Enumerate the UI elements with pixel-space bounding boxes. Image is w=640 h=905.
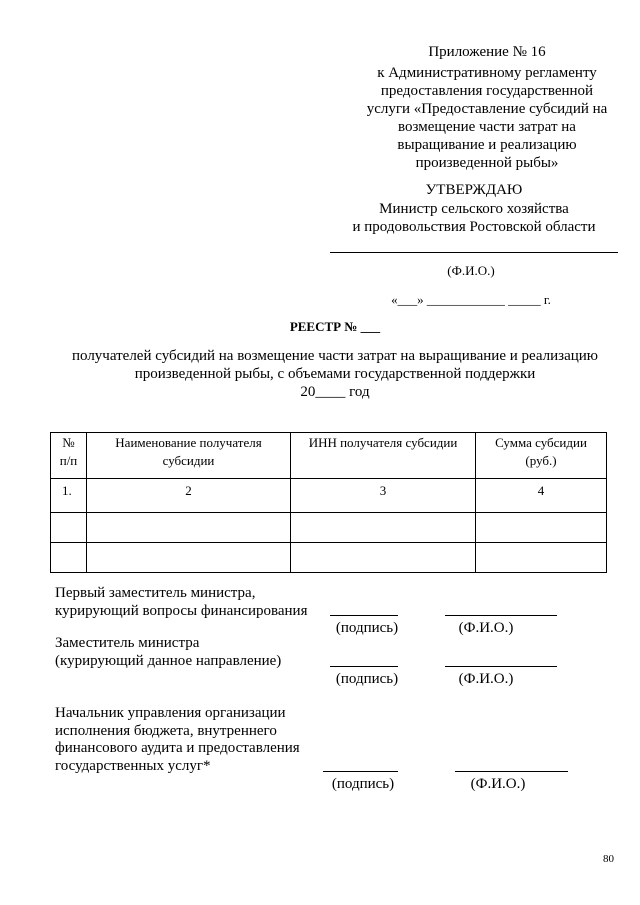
- appendix-number: Приложение № 16: [428, 44, 546, 60]
- table-cell: [476, 543, 607, 573]
- approval-heading: УТВЕРЖДАЮ: [425, 182, 523, 198]
- signature-rule: [330, 666, 398, 667]
- approval-name-caption: (Ф.И.О.): [447, 263, 495, 278]
- table-row: [51, 543, 607, 573]
- table-row: [51, 513, 607, 543]
- approval-official: [334, 200, 614, 236]
- name-rule: [445, 666, 557, 667]
- signatory-line: (курирующий данное направление): [55, 652, 282, 669]
- appendix-header: [357, 43, 617, 172]
- header-text: Наименование получателя: [115, 435, 262, 450]
- table-cell: [291, 513, 476, 543]
- table-row: [51, 479, 607, 513]
- header-cell-inn: [291, 433, 476, 479]
- registry-title: РЕЕСТР № ___: [289, 319, 381, 334]
- header-text: п/п: [59, 453, 78, 468]
- header-text: субсидии: [162, 453, 215, 468]
- appendix-line: к Административному регламенту: [377, 65, 597, 81]
- signature-caption: (подпись): [331, 776, 395, 792]
- signature-caption: (подпись): [335, 671, 399, 687]
- approval-line: Министр сельского хозяйства: [379, 201, 569, 217]
- signatory-line: Первый заместитель министра,: [55, 585, 256, 601]
- appendix-line: предоставления государственной: [380, 83, 594, 99]
- table-cell: 2: [87, 479, 291, 513]
- signature-caption: (подпись): [335, 620, 399, 636]
- appendix-line: возмещение части затрат на: [398, 119, 576, 135]
- signatory-department-head: [55, 705, 300, 775]
- appendix-line: выращивание и реализацию: [397, 137, 577, 153]
- name-caption: (Ф.И.О.): [458, 620, 514, 636]
- table-cell: [476, 513, 607, 543]
- page-number: 80: [603, 853, 614, 865]
- signatory-line: Начальник управления организации: [55, 705, 286, 721]
- signatory-line: государственных услуг*: [55, 757, 211, 774]
- registry-table: [50, 432, 607, 573]
- table-cell: [291, 543, 476, 573]
- registry-subtitle-line: получателей субсидий на возмещение части затрат на выращивание и реализацию: [71, 348, 599, 364]
- signatory-line: исполнения бюджета, внутреннего: [55, 722, 277, 739]
- header-text: №: [62, 435, 75, 450]
- name-caption: (Ф.И.О.): [458, 671, 514, 687]
- header-text: (руб.): [525, 453, 557, 468]
- header-cell-amount: [476, 433, 607, 479]
- header-cell-number: [51, 433, 87, 479]
- header-cell-recipient: [87, 433, 291, 479]
- signature-rule: [323, 771, 398, 772]
- approval-line: и продовольствия Ростовской области: [352, 219, 596, 235]
- signatory-first-deputy: [55, 585, 307, 620]
- table-cell: [51, 543, 87, 573]
- signatory-line: Заместитель министра: [55, 635, 200, 651]
- table-cell: [87, 513, 291, 543]
- header-text: ИНН получателя субсидии: [308, 435, 458, 450]
- signatory-line: курирующий вопросы финансирования: [55, 602, 308, 619]
- table-cell: 3: [291, 479, 476, 513]
- signatory-deputy: [55, 635, 281, 670]
- name-caption: (Ф.И.О.): [470, 776, 526, 792]
- approval-date-line: «___» ____________ _____ г.: [391, 292, 551, 307]
- registry-subtitle-line: произведенной рыбы, с объемами государственной поддержки: [134, 366, 536, 382]
- appendix-line: произведенной рыбы»: [415, 155, 559, 171]
- table-cell: 1.: [51, 479, 87, 513]
- table-cell: [87, 543, 291, 573]
- signature-rule: [330, 615, 398, 616]
- approval-signature-rule: [330, 252, 618, 253]
- table-cell: [51, 513, 87, 543]
- table-header-row: [51, 433, 607, 479]
- registry-year: 20____ год: [300, 384, 370, 400]
- name-rule: [445, 615, 557, 616]
- name-rule: [455, 771, 568, 772]
- signatory-line: финансового аудита и предоставления: [55, 740, 300, 757]
- registry-subtitle: [40, 347, 630, 401]
- appendix-line: услуги «Предоставление субсидий на: [366, 101, 608, 117]
- header-text: Сумма субсидии: [495, 435, 587, 450]
- table-cell: 4: [476, 479, 607, 513]
